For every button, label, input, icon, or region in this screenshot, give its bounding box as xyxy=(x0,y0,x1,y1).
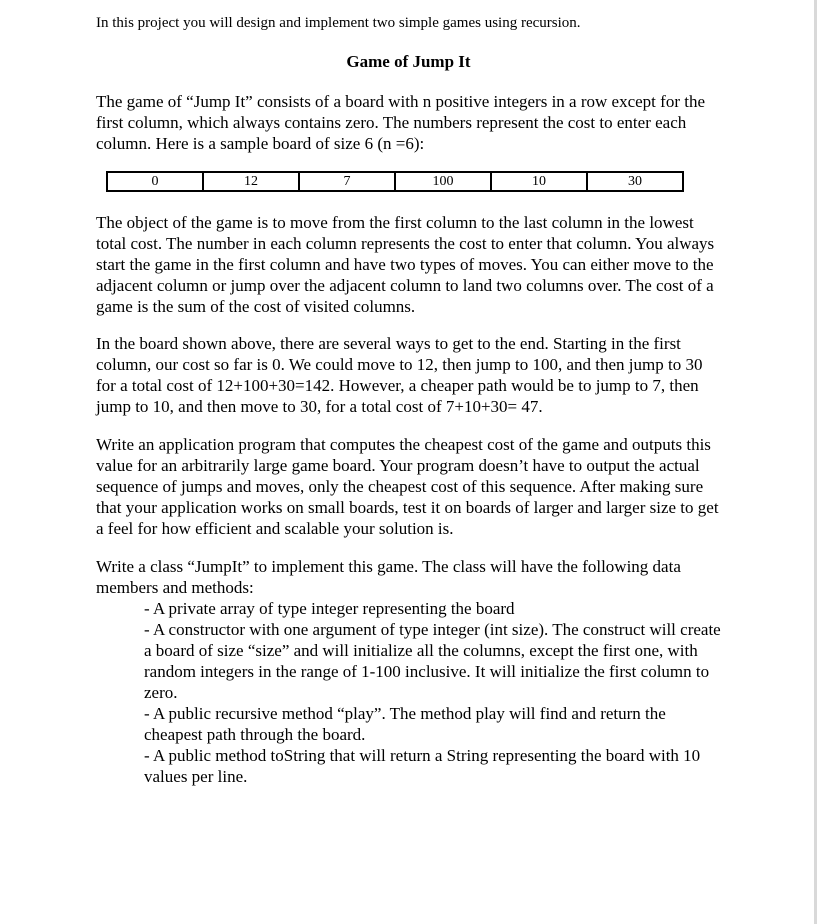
list-item: - A constructor with one argument of type integer (int size). The construct will create a board of size “size” and will initialize all the columns, except the first one, with random integers in the range of 1-100 inclusive. It will initialize the first column to zero. xyxy=(144,620,721,702)
list-item: - A private array of type integer representing the board xyxy=(144,599,515,618)
sample-board-table xyxy=(106,171,684,192)
board-cell: 100 xyxy=(395,172,491,191)
table-row xyxy=(107,172,683,191)
paragraph-objective: The object of the game is to move from the first column to the last column in the lowest total cost. The number in each column represents the cost to enter that column. You always start the game in the first column and have two types of moves. You can either move to the adjacent column or jump over the adjacent column to land two columns over. The cost of a game is the sum of the cost of visited columns. xyxy=(96,213,715,316)
board-cell: 7 xyxy=(299,172,395,191)
board-cell: 10 xyxy=(491,172,587,191)
list-item: - A public method toString that will return a String representing the board with 10 values per line. xyxy=(144,746,701,786)
paragraph-class: Write a class “JumpIt” to implement this game. The class will have the following data members and methods: xyxy=(96,557,681,597)
paragraph-game-description: The game of “Jump It” consists of a board with n positive integers in a row except for the first column, which always contains zero. The numbers represent the cost to enter each column. Here is a sample board of size 6 (n =6): xyxy=(96,92,705,153)
list-item: - A public recursive method “play”. The method play will find and return the cheapest path through the board. xyxy=(144,704,666,744)
intro-text: In this project you will design and implement two simple games using recursion. xyxy=(96,15,581,31)
paragraph-application: Write an application program that computes the cheapest cost of the game and outputs this value for an arbitrarily large game board. Your program doesn’t have to output the actual sequence of jumps and moves, only the cheapest cost of this sequence. After making sure that your application works on small boards, test it on boards of larger and larger size to get a feel for how efficient and scalable your solution is. xyxy=(96,435,719,538)
board-cell: 0 xyxy=(107,172,203,191)
paragraph-example: In the board shown above, there are several ways to get to the end. Starting in the first column, our cost so far is 0. We could move to 12, then jump to 100, and then jump to 30 for a total cost of 12+100+30=142. However, a cheaper path would be to jump to 7, then jump to 10, and then move to 30, for a total cost of 7+10+30= 47. xyxy=(96,334,703,416)
class-members-list xyxy=(144,598,724,787)
page-title: Game of Jump It xyxy=(346,52,471,71)
board-cell: 30 xyxy=(587,172,683,191)
board-cell: 12 xyxy=(203,172,299,191)
